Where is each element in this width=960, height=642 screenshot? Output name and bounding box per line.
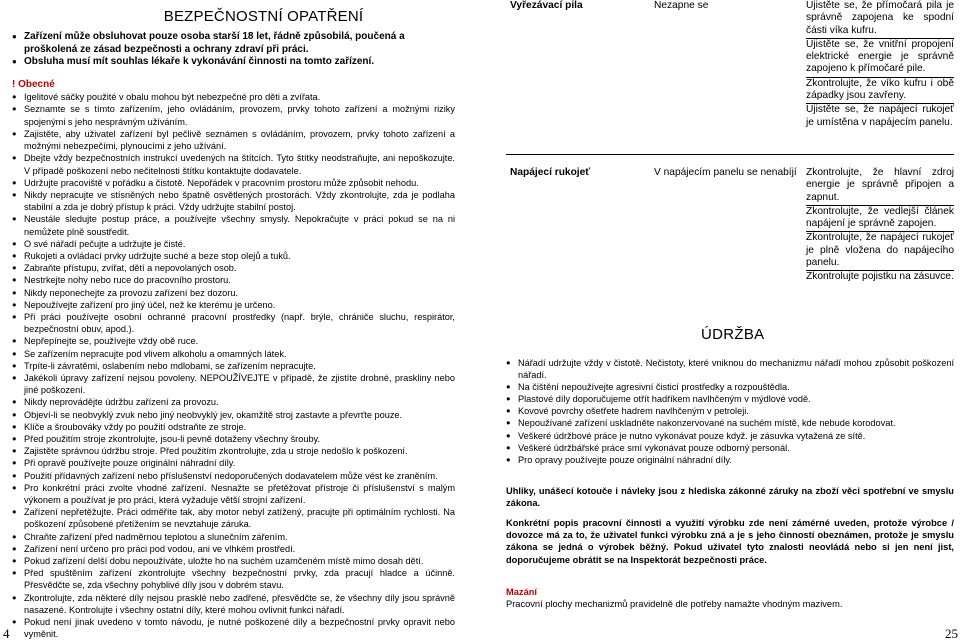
list-item: ● Zařízení nepřetěžujte. Práci odměříte tak, aby motor nebyl zatížený, pracujte při optimálním rychlosti. Na poškození způsobené přetížením se nevztahuje záruka. [12, 506, 455, 530]
list-item: ● Rukojeti a ovládací prvky udržujte suché a beze stop olejů a tuků. [12, 250, 455, 262]
usage-paragraph: Konkrétní popis pracovní činnosti a využití výrobku zde není zámérné uveden, protože výrobce / dovozce má za to, že uživatel funkci výrobku zná a je s jeho činností obeznámen, protože je smyslu zákona se jedná o výrobek běžný. Pokud uživatel tyto znalosti neovládá nebo si jen není jist, doporučujeme obrátit se na Inspektorát bezpečnosti práce. [506, 518, 954, 565]
troubleshooting-table [506, 0, 954, 319]
list-item: ● Klíče a šroubováky vždy po použití odstraňte ze stroje. [12, 421, 455, 433]
list-item: ● Dbejte vždy bezpečnostních instrukcí uvedených na štítcích. Tyto štítky neodstraňujte, ani nepoškozujte. V případě poškození nebo nečitelnosti štítku kontaktujte dodavatele. [12, 152, 455, 176]
list-item: ● Zkontrolujte, zda některé díly nejsou prasklé nebo zadřené, přesvědčte se, že všechny díly jsou správně nasazené. Kontrolujte i všechny ostatní díly, které mohou ovlivnit funkci nářadí. [12, 592, 455, 616]
list-item: ● Chraňte zařízení před nadměrnou teplotou a slunečním zářením. [12, 531, 455, 543]
list-item: ● Pro konkrétní práci zvolte vhodné zařízení. Nesnažte se přetěžovat přístroje či příslušenství s malým výkonem a používat je pro práci, která vyžaduje větší strojní zařízení. [12, 482, 455, 506]
safety-title: BEZPEČNOSTNÍ OPATŘENÍ [163, 8, 364, 25]
list-item: ● Před spuštěním zařízení zkontrolujte všechny bezpečnostní prvky, zda pracují hladce a účinně. Přesvědčte se, zda všechny pohyblivé díly jsou v dobrém stavu. [12, 567, 455, 591]
list-item: ● Zajistěte, aby uživatel zařízení byl pečlivě seznámen s ovládáním, provozem, prvky tohoto zařízení a možnými nebezpečími, plynoucími z jeho užívání. [12, 128, 455, 152]
list-item: ● Před použitím stroje zkontrolujte, jsou-li pevně dotaženy všechny šrouby. [12, 433, 455, 445]
lubrication-heading: Mazání [506, 587, 537, 597]
solution-item: Zkontrolujte, že napájecí rukojeť je plně vložena do napájecího panelu. [806, 232, 954, 271]
list-item: ● Pro opravy používejte pouze originální náhradní díly. [506, 454, 954, 466]
list-item: ● Zajistěte správnou údržbu stroje. Před použitím zkontrolujte, zda u stroje nedošlo k poškození. [12, 445, 455, 457]
table-row [506, 155, 954, 320]
solution-item: Ujistěte se, že napájecí rukojeť je umístěna v napájecím panelu. [806, 104, 954, 128]
list-item: ● Seznamte se s tímto zařízením, jeho ovládáním, provozem, prvky tohoto zařízení a možnými riziky spojenými s jeho nesprávným užíváním. [12, 103, 455, 127]
lubrication-text: Pracovní plochy mechanizmů pravidelně dle potřeby namažte vhodným mazivem. [506, 599, 843, 609]
list-item: ● Trpíte-li závratěmi, oslabením nebo mdlobami, se zařízením nepracujte. [12, 360, 455, 372]
page-number-right: 25 [945, 626, 958, 641]
list-item: ● Plastové díly doporučujeme otřít hadříkem navlhčeným v mýdlové vodě. [506, 393, 954, 405]
maintenance-section [506, 357, 954, 466]
list-item: ● Nepoužívané zařízení uskladněte nakonzervované na suchém místě, kde nebude korodovat. [506, 417, 954, 429]
list-item: ● Při opravě používejte pouze originální náhradní díly. [12, 457, 455, 469]
list-item: ● Zabraňte přístupu, zvířat, dětí a nepovolaných osob. [12, 262, 455, 274]
list-item: ● Pokud není jinak uvedeno v tomto návodu, je nutné poškozené díly a bezpečnostní prvky opravit nebo vyměnit. [12, 616, 455, 640]
page-number-left: 4 [3, 626, 10, 641]
intro-item: ● Obsluha musí mít souhlas lékaře k vykonávání činnosti na tomto zařízení. [12, 56, 455, 69]
list-item: ● Nestrkejte nohy nebo ruce do pracovního prostoru. [12, 274, 455, 286]
list-item: ● Nikdy nepracujte ve stísněných nebo špatně osvětlených prostorách. Vždy zkontrolujte, zda je podlaha stabilní a zda je dobrý přístup k práci. Vždy udržujte stabilní postoj. [12, 189, 455, 213]
list-item: ● Neustále sledujte postup práce, a používejte všechny smysly. Nepokračujte v práci pokud se na ni nemůžete plně soustředit. [12, 213, 455, 237]
solution-item: Zkontrolujte, že vedlejší článek napájení je správně zapojen. [806, 206, 954, 233]
list-item: ● Nikdy neponechejte za provozu zařízení bez dozoru. [12, 287, 455, 299]
fault-part: Vyřezávací pila [506, 0, 650, 155]
right-column [506, 0, 954, 609]
maintenance-title: ÚDRŽBA [701, 326, 765, 343]
list-item: ● Nepoužívejte zařízení pro jiný účel, než ke kterému je určeno. [12, 299, 455, 311]
general-heading: ! Obecné [12, 78, 55, 90]
solution-item: Zkontrolujte, že víko kufru i obě západky jsou zavřeny. [806, 78, 954, 105]
fault-solutions [802, 155, 954, 320]
solution-item: Zkontrolujte, že hlavní zdroj energie je správně připojen a zapnut. [806, 167, 954, 206]
table-row [506, 0, 954, 155]
list-item: ● Veškeré údržbové práce je nutno vykonávat pouze když. je zásuvka vytažená ze sítě. [506, 430, 954, 442]
fault-solutions [802, 0, 954, 155]
solution-item: Zkontrolujte pojistku na zásuvce. [806, 271, 954, 283]
list-item: ● Nikdy neprovádějte údržbu zařízení za provozu. [12, 396, 455, 408]
list-item: ● Jakékoli úpravy zařízení nejsou povoleny. NEPOUŽÍVEJTE v případě, že zjistíte drobné, praskliny nebo jiné poškození. [12, 372, 455, 396]
list-item: ● Nepřepínejte se, používejte vždy obě ruce. [12, 335, 455, 347]
fault-part: Napájecí rukojeť [510, 167, 591, 178]
intro-item: ● Zařízení může obsluhovat pouze osoba starší 18 let, řádně způsobilá, poučená a proškolená ze zásad bezpečnosti a ochrany zdraví při práci. [12, 31, 455, 56]
fault-cause: Nezapne se [650, 0, 802, 155]
list-item: ● O své nářadí pečujte a udržujte je čisté. [12, 238, 455, 250]
left-column [12, 6, 455, 640]
list-item: ● Pokud zařízení delší dobu nepoužíváte, uložte ho na suchém uzamčeném místě mimo dosah dětí. [12, 555, 455, 567]
warranty-paragraph: Uhliky, unášecí kotouče i návleky jsou z hlediska zákonné záruky na zboží věci spotřební ve smyslu zákona. [506, 486, 954, 509]
list-item: ● Igelitové sáčky použité v obalu mohou být nebezpečné pro děti a zvířata. [12, 91, 455, 103]
list-item: ● Při práci používejte osobní ochranné pracovní prostředky (např. brýle, chrániče sluchu, respirátor, bezpečnostní obuv, apod.). [12, 311, 455, 335]
list-item: ● Objeví-li se neobvyklý zvuk nebo jiný neobvyklý jev, okamžitě stroj zastavte a převrťte pouze. [12, 409, 455, 421]
list-item: ● Zařízení není určeno pro práci pod vodou, ani ve vlhkém prostředí. [12, 543, 455, 555]
list-item: ● Veškeré údržbářské práce smí vykonávat pouze odborný personál. [506, 442, 954, 454]
list-item: ● Kovové povrchy ošetřete hadrem navlhčeným v petroleji. [506, 405, 954, 417]
general-list [12, 91, 455, 640]
maintenance-list [506, 357, 954, 466]
list-item: ● Udržujte pracoviště v pořádku a čistotě. Nepořádek v pracovním prostoru může způsobit nehodu. [12, 177, 455, 189]
list-item: ● Nářadí udržujte vždy v čistotě. Nečistoty, které vniknou do mechanizmu nářadí mohou způsobit poškození nářadí. [506, 357, 954, 381]
solution-item: Ujistěte se, že vnitřní propojení elektrické energie je správně zapojeno k přímočaré pile. [806, 39, 954, 78]
list-item: ● Na čištění nepoužívejte agresivní čisticí prostředky a rozpouštědla. [506, 381, 954, 393]
list-item: ● Se zařízením nepracujte pod vlivem alkoholu a omamných látek. [12, 348, 455, 360]
fault-cause: V napájecím panelu se nenabíjí [654, 167, 797, 178]
list-item: ● Použití přídavných zařízení nebo příslušenství nedoporučených dodavatelem může vést ke zraněním. [12, 470, 455, 482]
solution-item: Ujistěte se, že přímočará pila je správně zapojena ke spodní části víka kufru. [806, 0, 954, 39]
